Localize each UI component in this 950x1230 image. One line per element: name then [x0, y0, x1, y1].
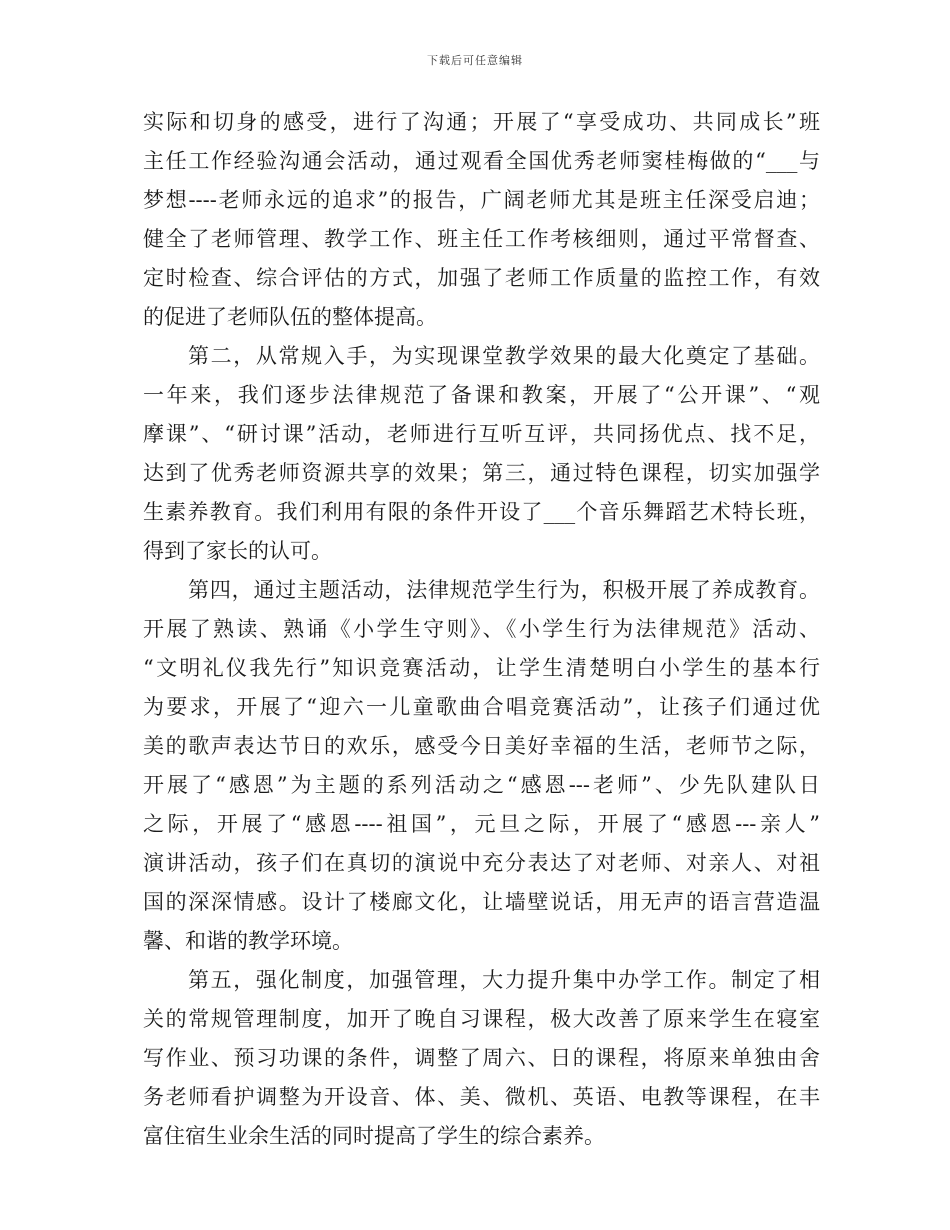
- text-line: 富住宿生业余生活的同时提高了学生的综合素养。: [143, 1124, 605, 1148]
- text-line: “文明礼仪我先行”知识竞赛活动，让学生清楚明白小学生的基本行: [143, 656, 820, 680]
- text-line: 健全了老师管理、教学工作、班主任工作考核细则，通过平常督查、: [143, 227, 820, 251]
- text-line: 达到了优秀老师资源共享的效果；第三，通过特色课程，切实加强学: [143, 461, 820, 485]
- paragraph-start-line: 第二，从常规入手，为实现课堂教学效果的最大化奠定了基础。: [188, 344, 820, 368]
- text-line: 之际，开展了“感恩----祖国”，元旦之际，开展了“感恩---亲人”: [143, 812, 820, 836]
- text-line: 写作业、预习功课的条件，调整了周六、日的课程，将原来单独由舍: [143, 1046, 820, 1070]
- text-line: 关的常规管理制度，加开了晚自习课程，极大改善了原来学生在寝室: [143, 1007, 820, 1031]
- text-line: 梦想----老师永远的追求”的报告，广阔老师尤其是班主任深受启迪；: [143, 188, 820, 212]
- text-line: 得到了家长的认可。: [143, 539, 332, 563]
- text-line: 主任工作经验沟通会活动，通过观看全国优秀老师窦桂梅做的“___与: [143, 149, 820, 173]
- text-line: 开展了“感恩”为主题的系列活动之“感恩---老师”、少先队建队日: [143, 773, 820, 797]
- paragraph-start-line: 第四，通过主题活动，法律规范学生行为，积极开展了养成教育。: [188, 578, 820, 602]
- page-header: 下载后可任意编辑: [427, 54, 523, 67]
- text-line: 美的歌声表达节日的欢乐，感受今日美好幸福的生活，老师节之际，: [143, 734, 820, 758]
- text-line: 定时检查、综合评估的方式，加强了老师工作质量的监控工作，有效: [143, 266, 820, 290]
- text-line: 摩课”、“研讨课”活动，老师进行互听互评，共同扬优点、找不足，: [143, 422, 820, 446]
- text-line: 的促进了老师队伍的整体提高。: [143, 305, 437, 329]
- text-line: 国的深深情感。设计了楼廊文化，让墙壁说话，用无声的语言营造温: [143, 890, 820, 914]
- text-line: 务老师看护调整为开设音、体、美、微机、英语、电教等课程，在丰: [143, 1085, 820, 1109]
- paragraph-start-line: 第五，强化制度，加强管理，大力提升集中办学工作。制定了相: [188, 968, 820, 992]
- text-line: 开展了熟读、熟诵《小学生守则》、《小学生行为法律规范》活动、: [143, 617, 820, 641]
- text-line: 馨、和谐的教学环境。: [143, 929, 353, 953]
- text-line: 实际和切身的感受，进行了沟通；开展了“享受成功、共同成长”班: [143, 110, 820, 134]
- text-line: 一年来，我们逐步法律规范了备课和教案，开展了“公开课”、“观: [143, 383, 820, 407]
- text-line: 为要求，开展了“迎六一儿童歌曲合唱竞赛活动”，让孩子们通过优: [143, 695, 820, 719]
- text-line: 演讲活动，孩子们在真切的演说中充分表达了对老师、对亲人、对祖: [143, 851, 820, 875]
- text-line: 生素养教育。我们利用有限的条件开设了___个音乐舞蹈艺术特长班，: [143, 500, 820, 524]
